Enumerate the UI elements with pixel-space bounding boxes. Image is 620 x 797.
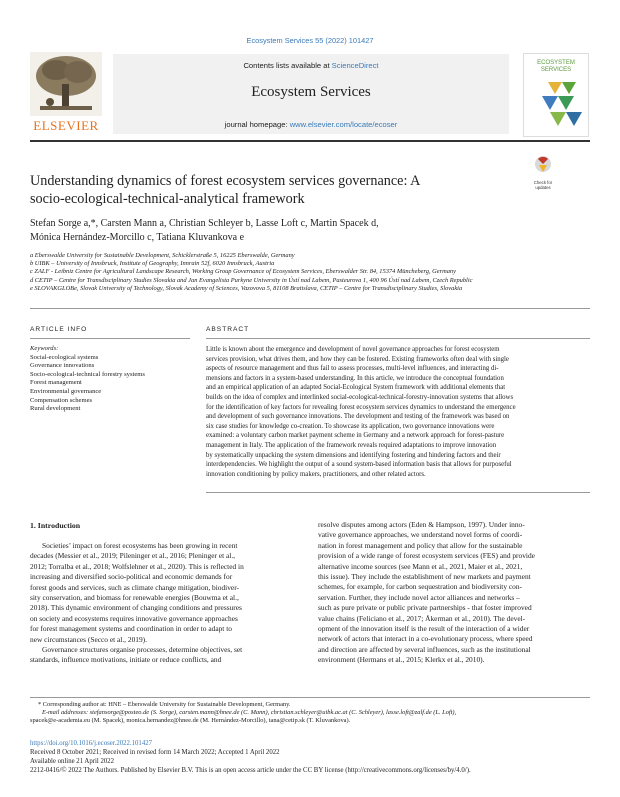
article-info-rule: [30, 338, 190, 339]
doi-link[interactable]: https://doi.org/10.1016/j.ecoser.2022.101427: [30, 740, 153, 747]
body-line: alternative income sources (see Mann et al., 2021, Maier et al., 2021,: [318, 561, 523, 571]
author-list: [30, 217, 590, 245]
abstract-line: and an empirical application of an adapted Social-Ecological System framework with additional elements that: [206, 384, 506, 392]
keyword-item: Socio-ecological-technical forestry systems: [30, 370, 145, 378]
abstract-rule: [206, 338, 590, 339]
affiliation-a: a Eberswalde University for Sustainable Development, Schicklerstraße 5, 16225 Eberswalde, Germany: [30, 252, 295, 259]
affiliations: [30, 252, 590, 293]
body-line: on society and ecosystems requires innovative governance approaches: [30, 613, 238, 623]
elsevier-wordmark: ELSEVIER: [33, 118, 99, 133]
cover-title-line2: SERVICES: [540, 67, 572, 73]
keyword-item: Governance innovations: [30, 362, 95, 370]
footnote-emails-cont[interactable]: spacek@e-academia.eu (M. Spacek), monica.hernandez@hnee.de (M. Hernández-Morcillo), tana@cetip.sk (T. Kluvankova).: [30, 717, 351, 725]
abstract-line: and development of such governance innovations. The development and testing of the framework was based on: [206, 413, 510, 421]
keyword-item: Forest management: [30, 379, 82, 387]
keyword-item: Rural development: [30, 405, 81, 413]
right-column-text: [318, 520, 590, 666]
abstract-heading: ABSTRACT: [206, 326, 250, 333]
check-for-updates-badge[interactable]: [530, 155, 556, 190]
contents-line: Contents lists available at ScienceDirect: [243, 61, 379, 70]
homepage-link[interactable]: www.elsevier.com/locate/ecoser: [289, 120, 398, 129]
body-line: servation. Further, they include novel actor alliances and networks –: [318, 592, 520, 602]
article-title-line1: Understanding dynamics of forest ecosystem services governance: A: [30, 173, 421, 189]
sciencedirect-link[interactable]: ScienceDirect: [331, 61, 379, 70]
footnotes: [30, 701, 590, 726]
abstract-line: innovation conditioning by policy makers, practitioners, and other related actors.: [206, 470, 426, 478]
header-rule: [30, 140, 590, 142]
body-line: increasing and diversified socio-political and economic demands for: [30, 572, 233, 582]
check-updates-line1: Check for: [533, 180, 553, 185]
journal-cover-thumbnail[interactable]: [523, 53, 589, 137]
keywords-block: [30, 345, 195, 414]
author-line1: Stefan Sorge a,*, Carsten Mann a, Christian Schleyer b, Lasse Loft c, Martin Spacek d,: [30, 218, 379, 229]
body-line: schemes, for example, for carbon sequestration and biodiversity con-: [318, 582, 522, 592]
article-info-heading: ARTICLE INFO: [30, 326, 88, 333]
body-line: environment (Hermans et al., 2015; Klerkx et al., 2010).: [318, 655, 485, 665]
abstract-line: mensions and factors in a system-based understanding. In this article, we introduce the conceptual foundation: [206, 374, 504, 382]
section-heading-introduction: 1. Introduction: [30, 521, 81, 530]
abstract-line: interdependencies. We highlight the output of a sound system-based information basis that allows for purposeful: [206, 461, 512, 469]
article-title-line2: socio-ecological-technical-analytical framework: [30, 191, 305, 207]
body-line: standards, influence motivations, initiate or reduce conflicts, and: [30, 655, 222, 665]
affiliations-rule: [30, 308, 590, 309]
license-line[interactable]: 2212-0416/© 2022 The Authors. Published by Elsevier B.V. This is an open access article under the CC BY license (http://creativecommons.org/licenses/by/4.0/).: [30, 766, 471, 774]
abstract-text: [206, 345, 590, 479]
body-line: opment of the innovation itself is the result of the interaction of a wider: [318, 624, 530, 634]
body-line: Governance structures organise processes, determine objectives, set: [42, 645, 243, 655]
author-line2: Mónica Hernández-Morcillo c, Tatiana Kluvankova e: [30, 232, 245, 243]
footnote-corresponding: * Corresponding author at: HNE – Eberswalde University for Sustainable Development, Germany.: [38, 701, 291, 708]
abstract-line: for the identification of key factors for revealing forest ecosystem services dynamics to understand the emergence: [206, 403, 516, 411]
abstract-line: services provision, what drives them, and how they can be fostered. Existing frameworks often deal with single: [206, 355, 509, 363]
body-line: Societies’ impact on forest ecosystems has been growing in recent: [42, 541, 238, 550]
body-line: new circumstances (Secco et al., 2019).: [30, 634, 147, 644]
keyword-item: Environmental governance: [30, 387, 102, 395]
affiliation-b: b UIBK – University of Innsbruck, Institute of Geography, Innrain 52f, 6020 Innsbruck, Austria: [30, 260, 275, 268]
body-line: decades (Messier et al., 2019; Pileninger et al., 2016; Pleninger et al.,: [30, 551, 236, 561]
abstract-line: management in Italy. The application of the framework reveals required adaptations to improve innovation: [206, 441, 497, 449]
body-line: this issue). They include the establishment of new markets and payment: [318, 572, 531, 582]
check-updates-line2: updates: [535, 185, 551, 190]
body-line: nation in forest management and policy that allow for the sustainable: [318, 540, 523, 550]
body-line: such as pure private or public private partnerships - that foster improved: [318, 603, 532, 613]
abstract-line: examined: a voluntary carbon market payment scheme in Germany and a network approach for forest-pasture: [206, 432, 505, 440]
body-line: 2012; Torralba et al., 2018; Wolfslehner et al., 2020). This is reflected in: [30, 561, 244, 571]
cover-graphic-icon: [542, 82, 582, 126]
body-line: resolve disputes among actors (Eden & Hampson, 1997). Under inno-: [318, 520, 525, 529]
body-line: 2018). This dynamic environment of changing conditions and pressures: [30, 603, 242, 613]
keyword-item: Social-ecological systems: [30, 353, 99, 361]
footnote-rule: [30, 697, 590, 698]
affiliation-d: d CETIP – Centre for Transdisciplinary Studies Slovakia and Jan Evangelista Purkyne University in Ústí nad Labem, Pasteurova 1, 400 96 Ústí nad Labem, Czech Republic: [30, 276, 473, 284]
cover-title-line1: ECOSYSTEM: [537, 60, 575, 66]
body-line: network of actors that interact in a co-evolutionary process, where speed: [318, 634, 533, 644]
check-updates-icon: [534, 155, 552, 175]
body-line: and direction are affected by several influences, such as the institutional: [318, 644, 531, 654]
abstract-line: six case studies for knowledge co-creation. To showcase its application, two governance innovations were: [206, 422, 495, 430]
received-dates: Received 8 October 2021; Received in revised form 14 March 2022; Accepted 1 April 2022: [30, 748, 280, 756]
publication-info: [30, 740, 590, 776]
affiliation-c: c ZALF - Leibniz Centre for Agricultural Landscape Research, Working Group Governance of Ecosystem Services, Eberswalder Str. 84, 15374 Müncheberg, Germany: [30, 268, 456, 276]
keywords-heading: Keywords:: [30, 345, 59, 352]
abstract-line: by systematically unpacking the system dimensions and identifying fostering and hindering factors and their: [206, 451, 501, 459]
article-title: [30, 172, 520, 208]
available-online: Available online 21 April 2022: [30, 757, 115, 765]
abstract-line: builds on the idea of complex and interlinked social-ecological-technical-forestry-innovation systems that allows: [206, 393, 514, 401]
homepage-line: journal homepage: www.elsevier.com/locate/ecoser: [224, 120, 398, 129]
elsevier-tree-logo: [30, 52, 102, 124]
body-line: for forest management systems and coordination in order to adapt to: [30, 624, 232, 634]
body-line: forest goods and services, such as climate change mitigation, biodiver-: [30, 582, 239, 592]
body-line: sity conservation, and biomass for renewable energies (Bouwma et al.,: [30, 593, 239, 603]
footnote-emails[interactable]: E-mail addresses: stefansorge@posteo.de (S. Sorge), carsten.mann@hnee.de (C. Mann), christian.schleyer@uibk.ac.at (C. Schleyer), lasse.loft@zalf.de (L. Loft),: [42, 709, 457, 717]
abstract-line: Little is known about the emergence and development of novel governance approaches for forest ecosystem: [206, 346, 500, 353]
body-line: provision of a wide range of forest ecosystem services (FES) and provide: [318, 551, 535, 561]
journal-reference[interactable]: Ecosystem Services 55 (2022) 101427: [246, 36, 374, 45]
body-line: vative governance approaches, we understand novel forms of coordi-: [318, 530, 523, 540]
journal-name: Ecosystem Services: [251, 84, 371, 100]
abstract-bottom-rule: [206, 492, 590, 493]
left-column-text: [30, 541, 302, 666]
affiliation-e: e SLOVAKGLOBe, Slovak University of Technology, Slovak Academy of Sciences, Vazovova 5, 81108 Bratislava, CETIP – Centre for Transdisciplinary Studies, Slovakia: [30, 284, 463, 292]
abstract-line: aspects of resource management and thus fail to assess processes, multi-level influences, and interacting di-: [206, 365, 499, 373]
keyword-item: Compensation schemes: [30, 396, 93, 404]
body-line: value chains (Feliciano et al., 2017; Åkerman et al., 2010). The devel-: [318, 613, 526, 623]
